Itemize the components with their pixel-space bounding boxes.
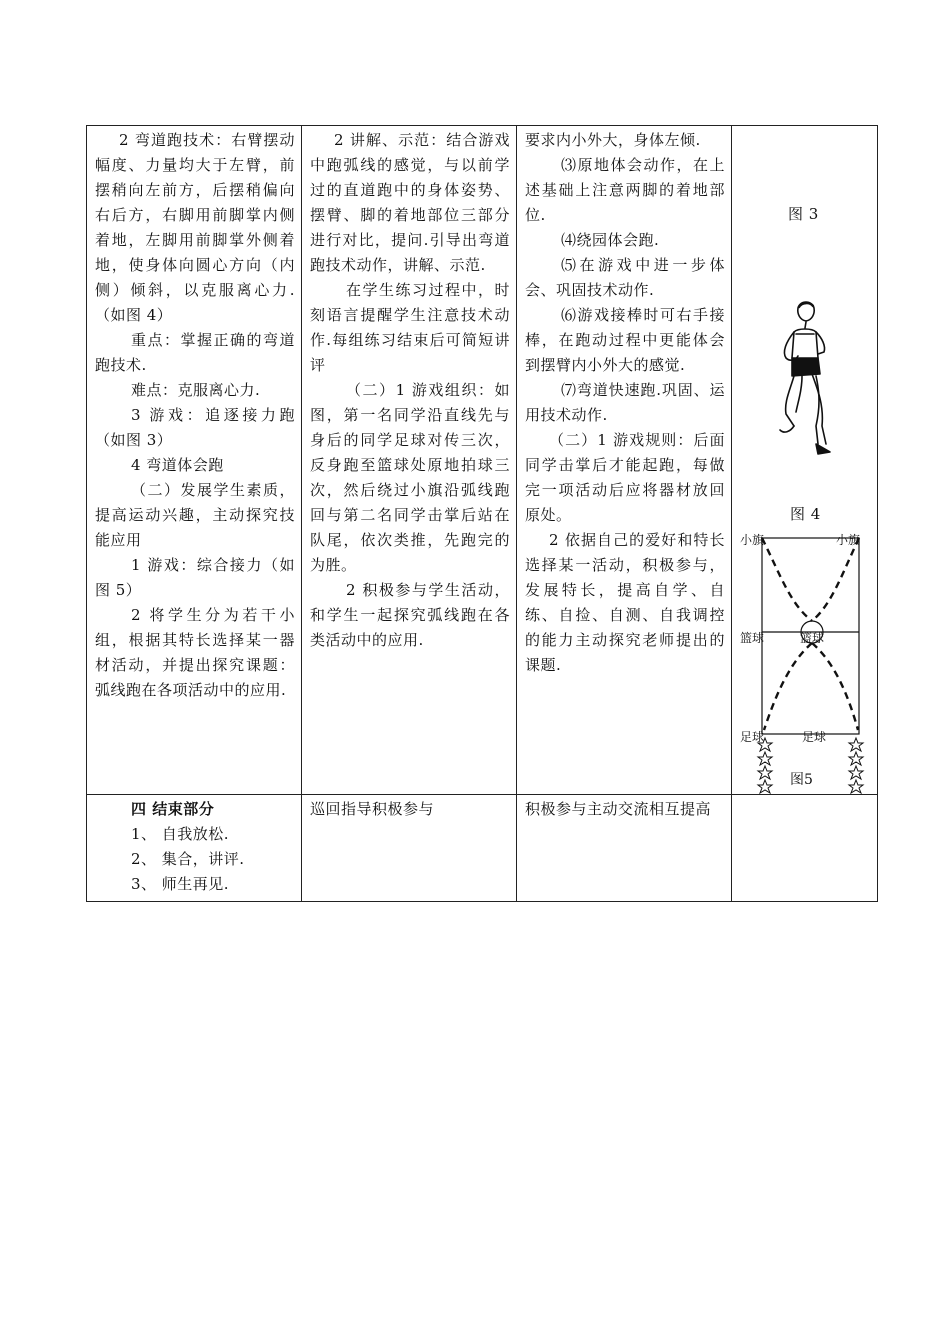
table-row xyxy=(87,795,878,902)
step-5: ⑸在游戏中进一步体会、巩固技术动作. xyxy=(525,256,725,299)
flag-label-right: 小旗 xyxy=(836,533,861,547)
difficulty-point: 难点：克服离心力. xyxy=(131,381,261,399)
step-3: ⑶原地体会动作，在上述基础上注意两脚的着地部位. xyxy=(525,156,725,224)
table-row xyxy=(87,126,878,795)
technique-paragraph: 2 弯道跑技术：右臂摆动幅度、力量均大于左臂，前摆稍向左前方，后摆稍偏向右后方，右脚用前脚掌内侧着地，左脚用前脚掌外侧着地，使身体向圆心方向（内侧）倾斜，以克服离心力.（如图 4） xyxy=(95,131,295,324)
closing-section-cell xyxy=(87,795,302,902)
court-drawing xyxy=(732,524,878,794)
figure-3-caption: 图 3 xyxy=(788,205,819,223)
student-closing-text: 积极参与主动交流相互提高 xyxy=(525,800,712,818)
relay-diagram xyxy=(732,524,878,794)
step-6: ⑹游戏接棒时可右手接棒，在跑动过程中更能体会到摆臂内小外大的感觉. xyxy=(525,306,725,374)
step-7: ⑺弯道快速跑.巩固、运用技术动作. xyxy=(525,381,725,424)
participation-paragraph: 2 积极参与学生活动，和学生一起探究弧线跑在各类活动中的应用. xyxy=(310,581,510,649)
section-title: 四 结束部分 xyxy=(131,800,215,818)
requirement-text: 要求内小外大，身体左倾. xyxy=(525,131,701,149)
figure-cell xyxy=(732,126,878,795)
reminder-paragraph: 在学生练习过程中，时刻语言提醒学生注意技术动作.每组练习结束后可简短讲评 xyxy=(310,281,510,374)
football-label-right: 足球 xyxy=(802,730,827,744)
basketball-label-center: 篮球 xyxy=(800,631,825,645)
section-heading: （二）发展学生素质，提高运动兴趣，主动探究技能应用 xyxy=(95,481,295,549)
game-rules: （二）1 游戏规则：后面同学击掌后才能起跑，每做完一项活动后应将器材放回原处。 xyxy=(525,431,725,524)
explanation-paragraph: 2 讲解、示范：结合游戏中跑弧线的感觉，与以前学过的直道跑中的身体姿势、摆臂、脚的着地部位三部分进行对比，提问.引导出弯道跑技术动作，讲解、示范. xyxy=(310,131,510,274)
teacher-closing-text: 巡回指导积极参与 xyxy=(310,800,435,818)
curve-run-item: 4 弯道体会跑 xyxy=(131,456,224,474)
figure-5-caption: 图5 xyxy=(790,772,813,788)
exploration-paragraph: 2 依据自己的爱好和特长选择某一活动，积极参与，发展特长，提高自学、自练、自捡、自测、自我调控的能力主动探究老师提出的课题. xyxy=(525,531,725,674)
basketball-label-left: 篮球 xyxy=(740,631,765,645)
closing-item: 3、 师生再见. xyxy=(131,875,230,893)
game-organization: （二）1 游戏组织：如图，第一名同学沿直线先与身后的同学足球对传三次，反身跑至篮球处原地拍球三次，然后绕过小旗沿弧线跑回与第二名同学击掌后站在队尾，依次类推，先跑完的为胜。 xyxy=(310,381,510,574)
content-cell xyxy=(87,126,302,795)
teacher-activity-cell xyxy=(302,126,517,795)
figure-4-caption: 图 4 xyxy=(790,505,821,523)
student-closing-cell xyxy=(517,795,732,902)
key-point: 重点：掌握正确的弯道跑技术. xyxy=(95,331,295,374)
runner-figure xyxy=(772,298,836,466)
step-4: ⑷绕园体会跑. xyxy=(561,231,660,249)
lesson-plan-table xyxy=(86,125,878,902)
student-stars-right xyxy=(849,738,863,793)
flag-label-left: 小旗 xyxy=(740,533,765,547)
football-label-left: 足球 xyxy=(740,730,765,744)
teacher-closing-cell xyxy=(302,795,517,902)
game-item: 1 游戏：综合接力（如图 5） xyxy=(95,556,295,599)
group-activity: 2 将学生分为若干小组，根据其特长选择某一器材活动，并提出探究课题：弧线跑在各项活动中的应用. xyxy=(95,606,295,699)
closing-item: 2、 集合，讲评. xyxy=(131,850,245,868)
empty-cell xyxy=(732,795,878,902)
closing-item: 1、 自我放松. xyxy=(131,825,230,843)
student-activity-cell xyxy=(517,126,732,795)
game-item: 3 游戏：追逐接力跑（如图 3） xyxy=(95,406,295,449)
